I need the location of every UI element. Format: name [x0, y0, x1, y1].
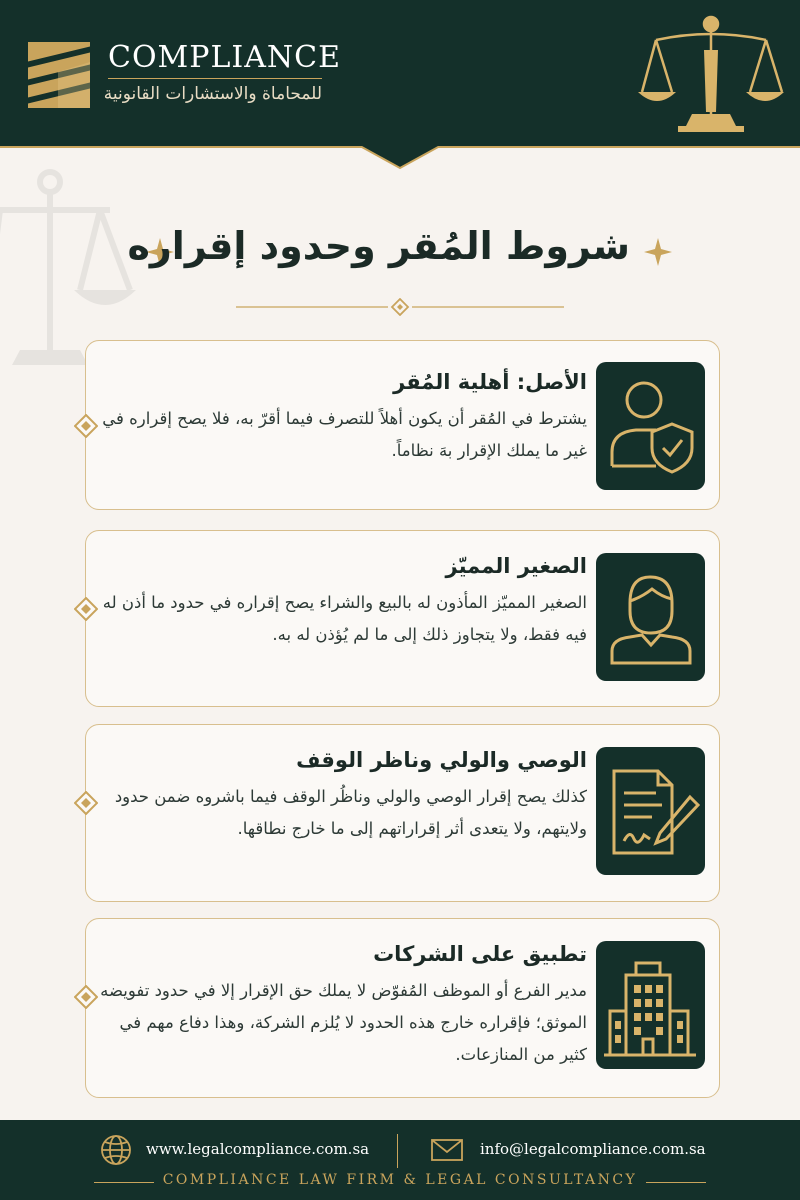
card-body: يشترط في المُقر أن يكون أهلاً للتصرف فيما أقرّ به، فلا يصح إقراره في غير ما يملك الإقرار بهَ نظاماً. [102, 409, 587, 460]
sparkle-icon [644, 238, 672, 266]
scales-of-justice-icon [636, 14, 786, 136]
card-guardian-trustee [85, 724, 720, 902]
card-legal-capacity [85, 340, 720, 510]
diamond-bullet-icon [74, 414, 98, 438]
footer [0, 1120, 800, 1200]
header [0, 0, 800, 148]
footer-tagline: COMPLIANCE LAW FIRM & LEGAL CONSULTANCY [162, 1172, 638, 1188]
diamond-bullet-icon [74, 597, 98, 621]
card-body: مدير الفرع أو الموظف المُفوّض لا يملك حق الإقرار إلا في حدود تفويضه الموثق؛ فإقراره خارج هذه الحدود لا يُلزم الشركة، وهذا دفاع مهم في كثير من المنازعات. [100, 981, 587, 1064]
card-title: الصغير المميّز [445, 554, 587, 578]
card-title: تطبيق على الشركات [373, 942, 587, 966]
card-title: الأصل: أهلية المُقر [393, 370, 587, 394]
website-link[interactable]: www.legalcompliance.com.sa [146, 1140, 370, 1158]
title-row [0, 222, 800, 282]
tagline-rule-right [646, 1182, 706, 1183]
document-pen-icon [596, 747, 705, 875]
card-body: كذلك يصح إقرار الوصي والولي وناظُر الوقف فيما باشروه ضمن حدود ولايتهم، ولا يتعدى أثر إقراراتهم إلى ما خارج نطاقها. [114, 787, 587, 838]
brand-name: COMPLIANCE [108, 40, 341, 75]
page-title: شروط المُقر وحدود إقراره [127, 224, 630, 268]
card-discerning-minor [85, 530, 720, 707]
building-icon [596, 941, 705, 1069]
icon-box [596, 553, 705, 681]
email-link[interactable]: info@legalcompliance.com.sa [480, 1140, 706, 1158]
icon-box [596, 941, 705, 1069]
compliance-logo-icon [28, 42, 90, 108]
card-title: الوصي والولي وناظر الوقف [296, 748, 587, 772]
icon-box [596, 362, 705, 490]
diamond-bullet-icon [74, 985, 98, 1009]
person-icon [596, 553, 705, 681]
card-body: الصغير المميّز المأذون له بالبيع والشراء يصح إقراره في حدود ما أذن له فيه فقط، ولا يتجاوز ذلك إلى ما لم يُؤذن له به. [102, 593, 587, 644]
footer-separator [397, 1134, 398, 1168]
envelope-icon [430, 1134, 464, 1166]
title-divider [236, 298, 564, 316]
card-companies [85, 918, 720, 1098]
brand-divider [108, 78, 322, 79]
user-shield-icon [596, 362, 705, 490]
brand-subtitle: للمحاماة والاستشارات القانونية [103, 84, 322, 104]
header-notch [360, 146, 440, 170]
icon-box [596, 747, 705, 875]
globe-icon [100, 1134, 132, 1166]
diamond-bullet-icon [74, 791, 98, 815]
